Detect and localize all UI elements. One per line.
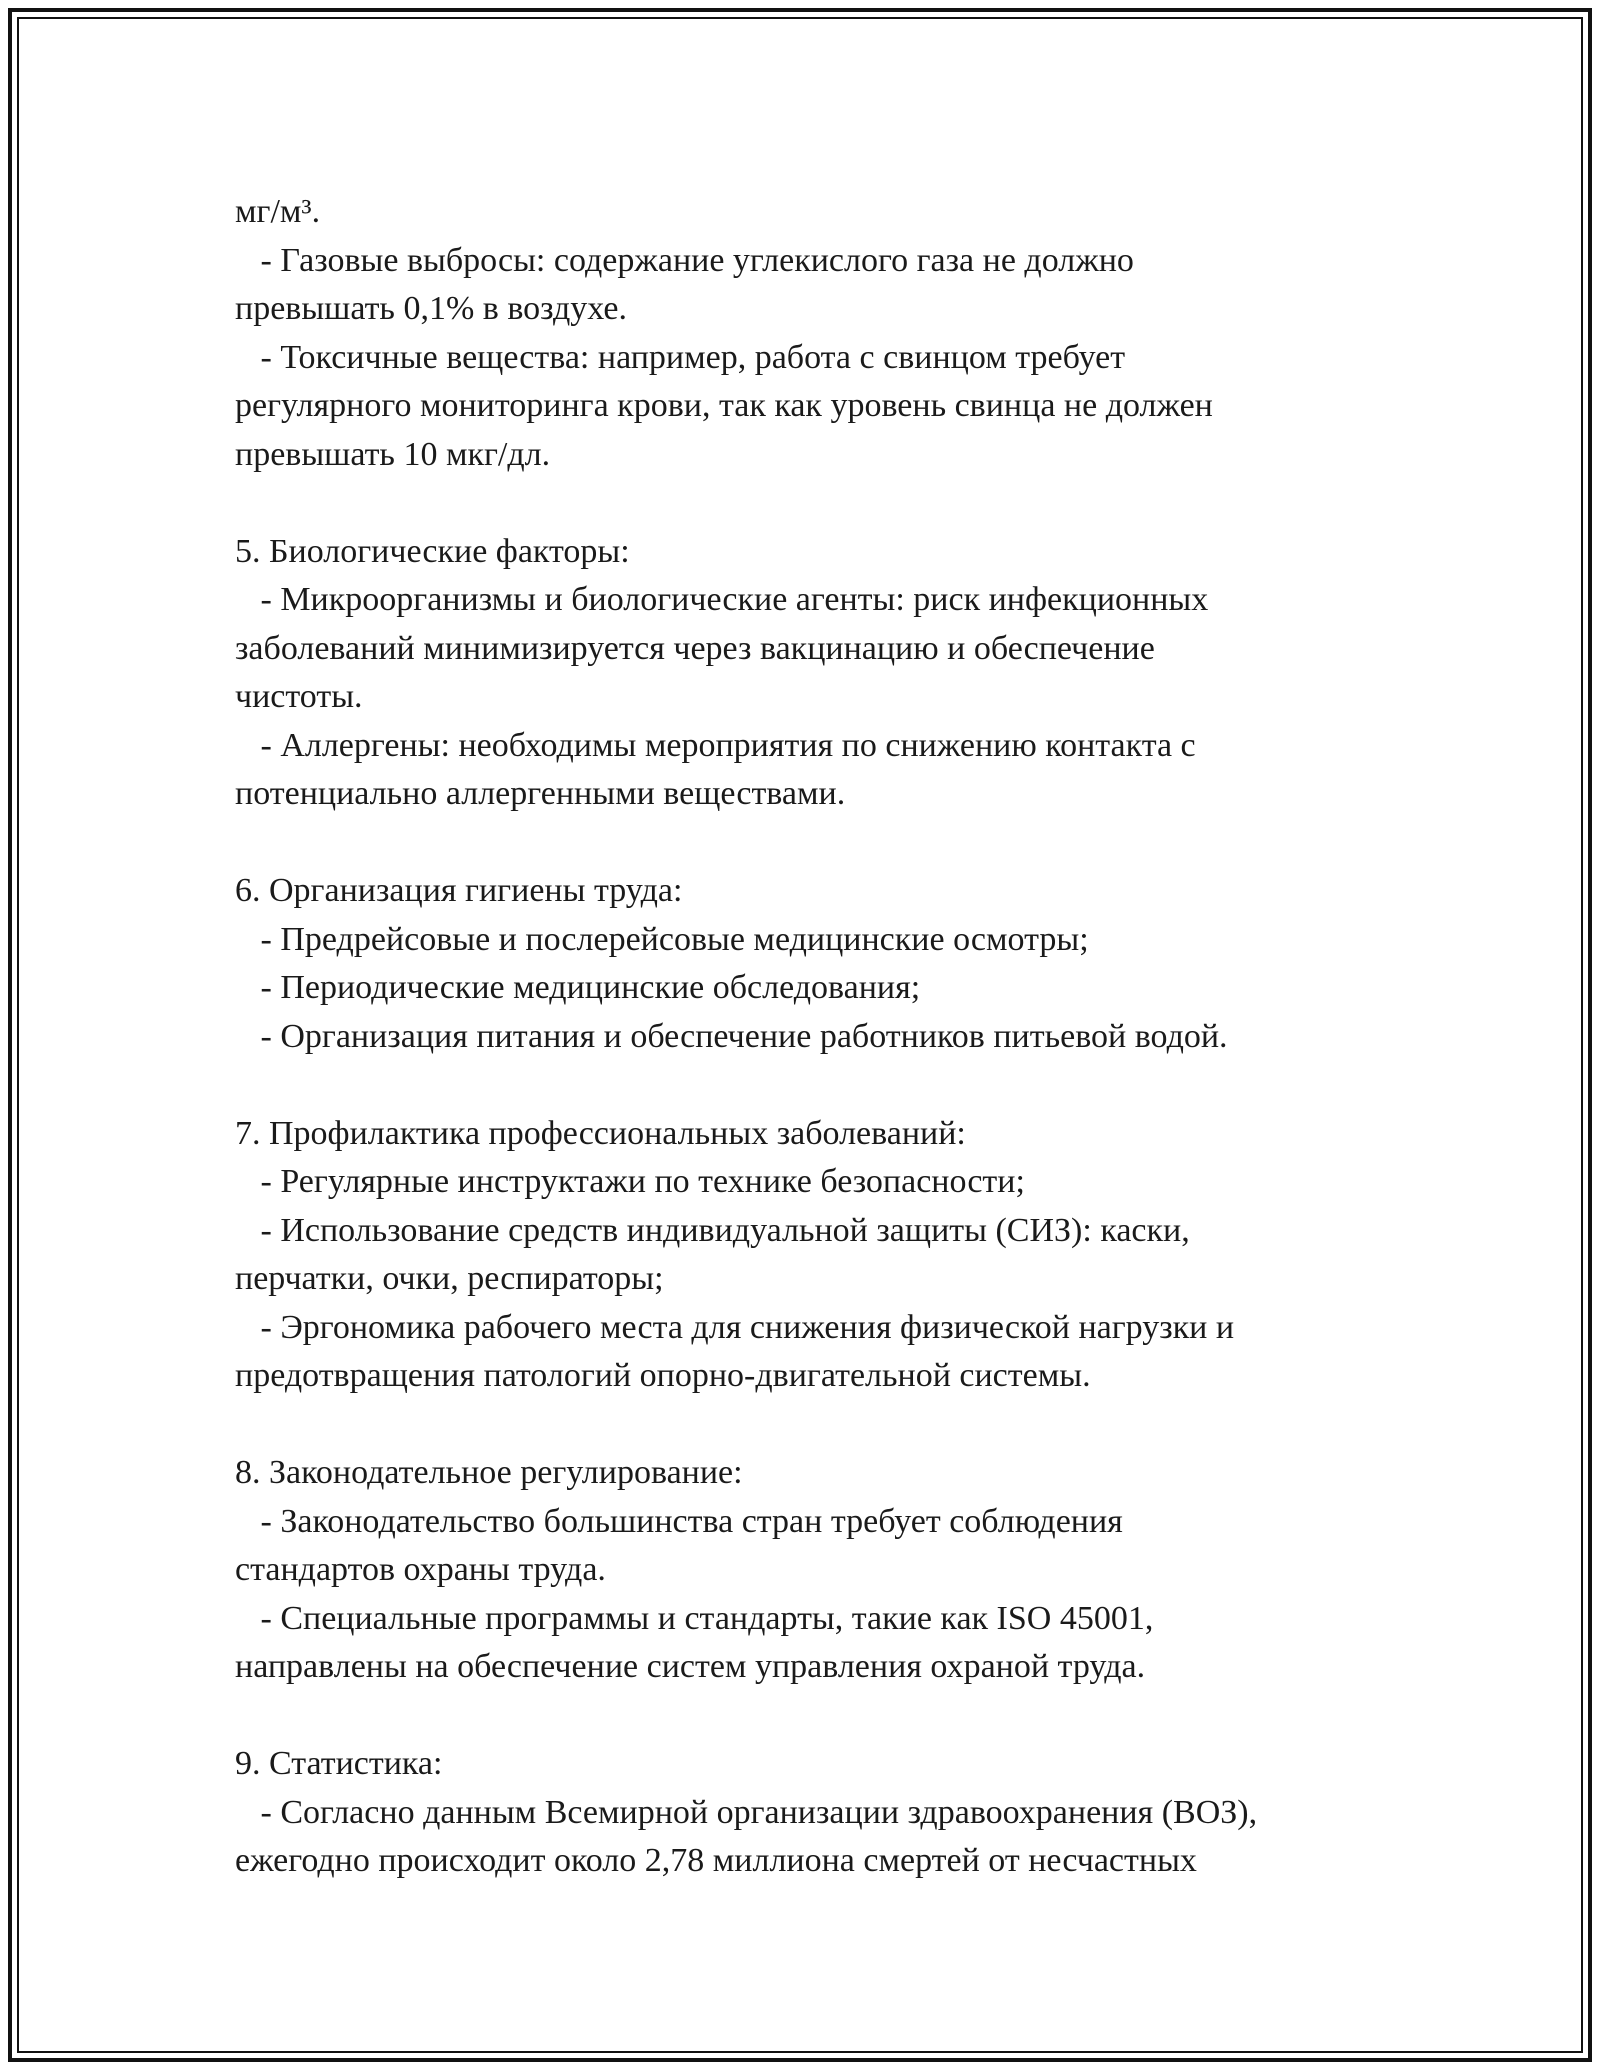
text-line: - Периодические медицинские обследования; [235,969,921,1006]
blank-line [235,1692,1385,1741]
text-line: - Согласно данным Всемирной организации здравоохранения (ВОЗ), [235,1793,1258,1831]
text-line: стандартов охраны труда. [235,1551,606,1588]
blank-line [235,1401,1385,1450]
text-line: - Предрейсовые и послерейсовые медицинские осмотры; [235,920,1089,958]
section-heading: 6. Организация гигиены труда: [235,872,683,909]
text-line: - Эргономика рабочего места для снижения физической нагрузки и [235,1308,1235,1346]
text-line: потенциально аллергенными веществами. [235,775,846,812]
document-body [235,188,1385,1886]
text-line: заболеваний минимизируется через вакцинацию и обеспечение [235,629,1155,667]
text-line: мг/м³. [235,193,321,230]
text-line: чистоты. [235,678,363,715]
text-line: - Использование средств индивидуальной защиты (СИЗ): каски, [235,1211,1190,1249]
text-line: - Организация питания и обеспечение работников питьевой водой. [235,1017,1228,1055]
text-line: ежегодно происходит около 2,78 миллиона смертей от несчастных [235,1842,1197,1879]
section-heading: 7. Профилактика профессиональных заболеваний: [235,1114,966,1152]
section-heading: 8. Законодательное регулирование: [235,1454,743,1491]
text-line: регулярного мониторинга крови, так как уровень свинца не должен [235,387,1213,424]
text-line: - Микроорганизмы и биологические агенты: риск инфекционных [235,581,1209,618]
text-line: - Регулярные инструктажи по технике безопасности; [235,1163,1025,1200]
text-line: перчатки, очки, респираторы; [235,1260,664,1297]
text-line: превышать 10 мкг/дл. [235,435,551,473]
section-heading: 9. Статистика: [235,1745,443,1782]
text-line: - Законодательство большинства стран требует соблюдения [235,1502,1123,1540]
text-line: превышать 0,1% в воздухе. [235,290,627,327]
text-line: направлены на обеспечение систем управления охраной труда. [235,1648,1146,1685]
blank-line [235,1061,1385,1110]
blank-line [235,479,1385,528]
text-line: - Токсичные вещества: например, работа с свинцом требует [235,338,1126,376]
section-heading: 5. Биологические факторы: [235,532,630,570]
text-line: - Газовые выбросы: содержание углекислого газа не должно [235,241,1134,279]
text-line: предотвращения патологий опорно-двигательной системы. [235,1357,1091,1394]
text-line: - Аллергены: необходимы мероприятия по снижению контакта с [235,726,1196,764]
blank-line [235,819,1385,868]
text-line: - Специальные программы и стандарты, такие как ISO 45001, [235,1599,1154,1637]
